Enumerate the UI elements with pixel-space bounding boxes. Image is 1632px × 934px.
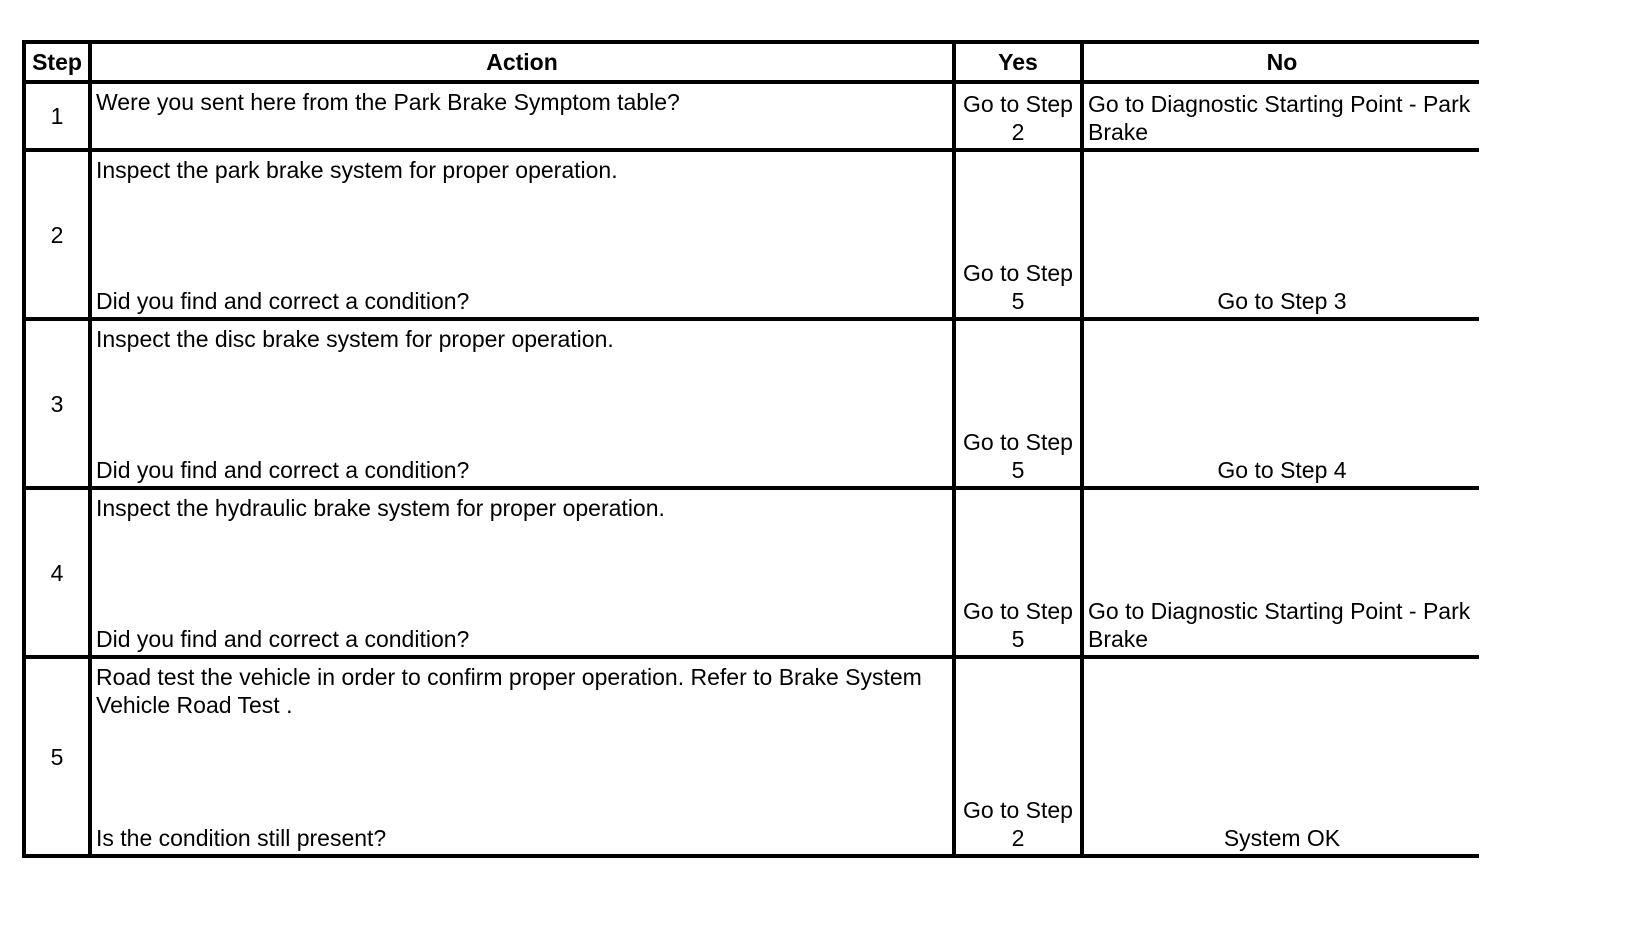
action-cell [92,659,952,854]
no-cell [1084,84,1480,148]
action-text: Inspect the park brake system for proper operation. [96,157,618,183]
yes-cell [956,659,1080,854]
no-text: Go to Step 3 [1217,288,1347,314]
no-text: Go to Step 4 [1217,457,1347,483]
step-number: 3 [26,321,88,486]
no-cell [1084,490,1480,655]
action-question: Did you find and correct a condition? [96,288,470,314]
no-text: System OK [1223,825,1341,851]
no-cell [1084,659,1480,854]
action-text: Were you sent here from the Park Brake Symptom table? [96,89,680,115]
yes-cell [956,84,1080,148]
step-number: 5 [26,659,88,854]
action-text: Inspect the disc brake system for proper operation. [96,326,614,352]
action-cell [92,321,952,486]
step-number: 2 [26,152,88,317]
yes-cell [956,152,1080,317]
no-cell [1084,321,1480,486]
yes-text: Go to Step 5 [963,429,1073,483]
action-cell [92,152,952,317]
step-number: 1 [26,84,88,148]
yes-text: Go to Step 2 [963,91,1073,145]
header-no: No [1084,44,1480,80]
action-question: Is the condition still present? [96,825,387,851]
action-question: Did you find and correct a condition? [96,626,470,652]
diagnostic-table [22,40,1479,858]
yes-cell [956,321,1080,486]
header-action: Action [92,44,952,80]
step-number: 4 [26,490,88,655]
yes-text: Go to Step 5 [963,260,1073,314]
no-cell [1084,152,1480,317]
action-question: Did you find and correct a condition? [96,457,470,483]
action-cell [92,84,952,148]
action-text: Inspect the hydraulic brake system for proper operation. [96,495,665,521]
action-cell [92,490,952,655]
header-yes: Yes [956,44,1080,80]
action-text: Road test the vehicle in order to confirm proper operation. Refer to Brake System Vehicle Road Test . [96,664,922,718]
yes-text: Go to Step 5 [963,598,1073,652]
yes-text: Go to Step 2 [963,797,1073,851]
no-text: Go to Diagnostic Starting Point - Park Brake [1088,598,1471,652]
no-text: Go to Diagnostic Starting Point - Park Brake [1088,91,1471,145]
header-step: Step [26,44,88,80]
yes-cell [956,490,1080,655]
